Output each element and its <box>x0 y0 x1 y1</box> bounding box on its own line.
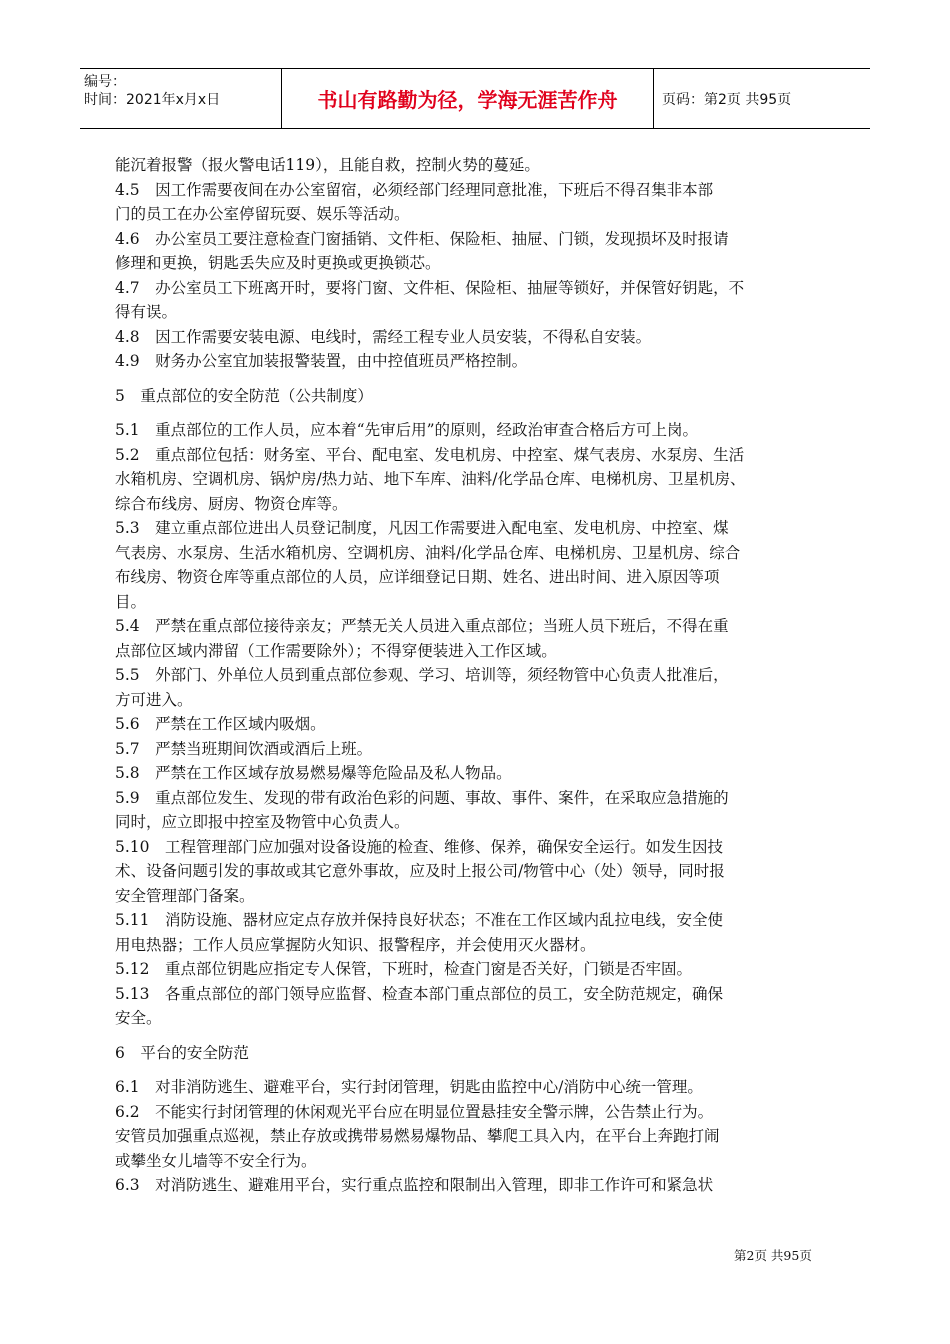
body-line: 5.4 严禁在重点部位接待亲友；严禁无关人员进入重点部位；当班人员下班后，不得在重 <box>115 617 729 635</box>
body-line: 综合布线房、厨房、物资仓库等。 <box>115 494 348 513</box>
body-line: 5.8 严禁在工作区域存放易燃易爆等危险品及私人物品。 <box>115 764 512 782</box>
body-line: 方可进入。 <box>115 690 193 709</box>
body-line: 5.7 严禁当班期间饮酒或酒后上班。 <box>115 739 373 758</box>
body-line: 5.11 消防设施、器材应定点存放并保持良好状态；不准在工作区域内乱拉电线，安全使 <box>115 911 724 929</box>
body-line: 4.8 因工作需要安装电源、电线时，需经工程专业人员安装，不得私自安装。 <box>115 327 652 346</box>
body-line: 5.5 外部门、外单位人员到重点部位参观、学习、培训等，须经物管中心负责人批准后， <box>115 666 729 684</box>
body-line: 5.6 严禁在工作区域内吸烟。 <box>115 715 326 733</box>
page-header <box>80 68 870 129</box>
body-line: 修理和更换，钥匙丢失应及时更换或更换锁芯。 <box>115 254 441 272</box>
body-line: 5.2 重点部位包括：财务室、平台、配电室、发电机房、中控室、煤气表房、水泵房、生活 <box>115 445 745 464</box>
header-meta <box>80 69 282 128</box>
body-line: 5.13 各重点部位的部门领导应监督、检查本部门重点部位的员工，安全防范规定，确保 <box>115 984 724 1003</box>
body-line: 安全管理部门备案。 <box>115 886 255 905</box>
body-line: 6.2 不能实行封闭管理的休闲观光平台应在明显位置悬挂安全警示牌，公告禁止行为。 <box>115 1102 714 1121</box>
section-heading: 6 平台的安全防范 <box>115 1043 249 1062</box>
body-line: 5.1 重点部位的工作人员，应本着“先审后用”的原则，经政治审查合格后方可上岗。 <box>115 421 699 439</box>
body-line: 点部位区域内滞留（工作需要除外）；不得穿便装进入工作区域。 <box>115 641 557 660</box>
body-line: 5.9 重点部位发生、发现的带有政治色彩的问题、事故、事件、案件，在采取应急措施的 <box>115 788 729 807</box>
body-line: 水箱机房、空调机房、锅炉房/热力站、地下车库、油料/化学品仓库、电梯机房、卫星机房、 <box>115 470 746 488</box>
body-line: 安全。 <box>115 1009 162 1027</box>
body-line: 能沉着报警（报火警电话119），且能自救，控制火势的蔓延。 <box>115 156 540 174</box>
body-line: 门的员工在办公室停留玩耍、娱乐等活动。 <box>115 205 410 223</box>
header-motto-cell <box>282 69 654 128</box>
body-line: 6.1 对非消防逃生、避难平台，实行封闭管理，钥匙由监控中心/消防中心统一管理。 <box>115 1078 703 1096</box>
body-line: 5.12 重点部位钥匙应指定专人保管，下班时，检查门窗是否关好，门锁是否牢固。 <box>115 960 693 978</box>
section-heading: 5 重点部位的安全防范（公共制度） <box>115 386 373 405</box>
page-footer: 第2页 共95页 <box>734 1248 812 1263</box>
body-line: 布线房、物资仓库等重点部位的人员，应详细登记日期、姓名、进出时间、进入原因等项 <box>115 568 720 586</box>
body-line: 同时，应立即报中控室及物管中心负责人。 <box>115 813 410 831</box>
document-date: 时间：2021年x月x日 <box>84 92 221 108</box>
body-line: 目。 <box>115 592 147 611</box>
body-line: 得有误。 <box>115 303 178 321</box>
body-line: 术、设备问题引发的事故或其它意外事故，应及时上报公司/物管中心（处）领导，同时报 <box>115 862 725 880</box>
document-number: 编号： <box>84 74 126 90</box>
body-line: 气表房、水泵房、生活水箱机房、空调机房、油料/化学品仓库、电梯机房、卫星机房、综合 <box>115 543 741 562</box>
body-line: 4.6 办公室员工要注意检查门窗插销、文件柜、保险柜、抽屉、门锁，发现损坏及时报请 <box>115 229 729 248</box>
body-line: 5.10 工程管理部门应加强对设备设施的检查、维修、保养，确保安全运行。如发生因技 <box>115 837 724 856</box>
body-line: 5.3 建立重点部位进出人员登记制度，凡因工作需要进入配电室、发电机房、中控室、煤 <box>115 519 729 537</box>
body-line: 4.5 因工作需要夜间在办公室留宿，必须经部门经理同意批准，下班后不得召集非本部 <box>115 180 714 199</box>
header-page-number: 页码：第2页 共95页 <box>662 91 792 108</box>
body-line: 6.3 对消防逃生、避难用平台，实行重点监控和限制出入管理，即非工作许可和紧急状 <box>115 1176 714 1194</box>
body-line: 4.9 财务办公室宜加装报警装置，由中控值班员严格控制。 <box>115 352 528 370</box>
body-line: 用电热器；工作人员应掌握防火知识、报警程序，并会使用灭火器材。 <box>115 935 596 954</box>
header-motto: 书山有路勤为径，学海无涯苦作舟 <box>317 88 618 112</box>
body-line: 或攀坐女儿墙等不安全行为。 <box>115 1151 317 1170</box>
body-line: 4.7 办公室员工下班离开时，要将门窗、文件柜、保险柜、抽屉等锁好，并保管好钥匙，不 <box>115 278 745 297</box>
body-line: 安管员加强重点巡视，禁止存放或携带易燃易爆物品、攀爬工具入内，在平台上奔跑打闹 <box>115 1127 720 1145</box>
document-body <box>115 153 845 1198</box>
